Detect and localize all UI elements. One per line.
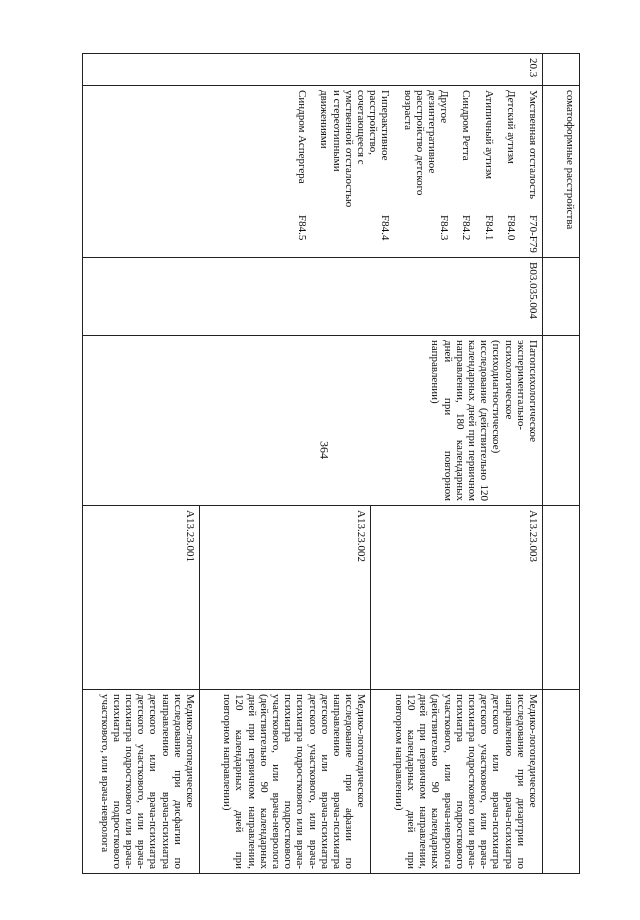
- page-number: 364: [317, 441, 332, 459]
- cell-empty: [543, 54, 580, 86]
- sub-description: Медико-логопедическое исследование при афазии по направлению врача-психиатра детского или врача-психиатра детского участкового, или врача-психиатра подросткового или врача-психиатра подросткового участкового, или врача-невролога (действительно 90 календарных дней при первичном направлении, 120 календарных дней при повторном направлении): [199, 690, 371, 874]
- service-code: B03.035.004: [83, 258, 543, 336]
- table-row: [371, 54, 543, 874]
- list-item: Детский аутизм F84.0: [504, 90, 517, 241]
- service-description: Патопсихологическое экспериментально-психологическое (психодиагностическое) исследование (действительно 120 календарных дней при первичном направлении, 180 календарных дней при повторном направлении): [83, 336, 543, 506]
- list-item: Синдром Ретта F84.2: [460, 90, 473, 241]
- list-item: Умственная отсталость F70-F79: [527, 90, 539, 253]
- group-continuation: соматоформные расстройства: [543, 86, 580, 258]
- sub-code: A13.23.001: [83, 506, 200, 690]
- sub-code: A13.23.003: [371, 506, 543, 690]
- sub-description: Медико-логопедическое исследование при дисфагии по направлению врача-психиатра детского или врача-психиатра детского участкового, или врача-психиатра подросткового или врача-психиатра подросткового участкового, или врача-невролога: [83, 690, 200, 874]
- list-item: Атипичный аутизм F84.1: [482, 90, 495, 241]
- rotated-table-wrapper: [82, 53, 580, 873]
- list-item: Другое дезинтегративное расстройство детского возраста F84.3: [401, 90, 451, 241]
- row-number: 20.3: [83, 54, 543, 86]
- header-row: [543, 54, 580, 874]
- services-table: [82, 53, 580, 874]
- sub-description: Медико-логопедическое исследование при дизартрии по направлению врача-психиатра детского или врача-психиатра детского участкового, или врача-психиатра подросткового или врача-психиатра подросткового участкового, или врача-невролога (действительно 90 календарных дней при первичном направлении, 120 календарных дней при повторном направлении): [371, 690, 543, 874]
- cell-empty: [543, 336, 580, 506]
- cell-empty: [543, 258, 580, 336]
- diagnoses-cell: [83, 86, 543, 258]
- list-item: Гиперактивное расстройство, сочетающееся с умственной отсталостью и стереотипными движениями F84.4: [318, 90, 392, 241]
- sub-code: A13.23.002: [199, 506, 371, 690]
- cell-empty: [543, 690, 580, 874]
- cell-empty: [543, 506, 580, 690]
- list-item: Синдром Аспергера F84.5: [296, 90, 309, 241]
